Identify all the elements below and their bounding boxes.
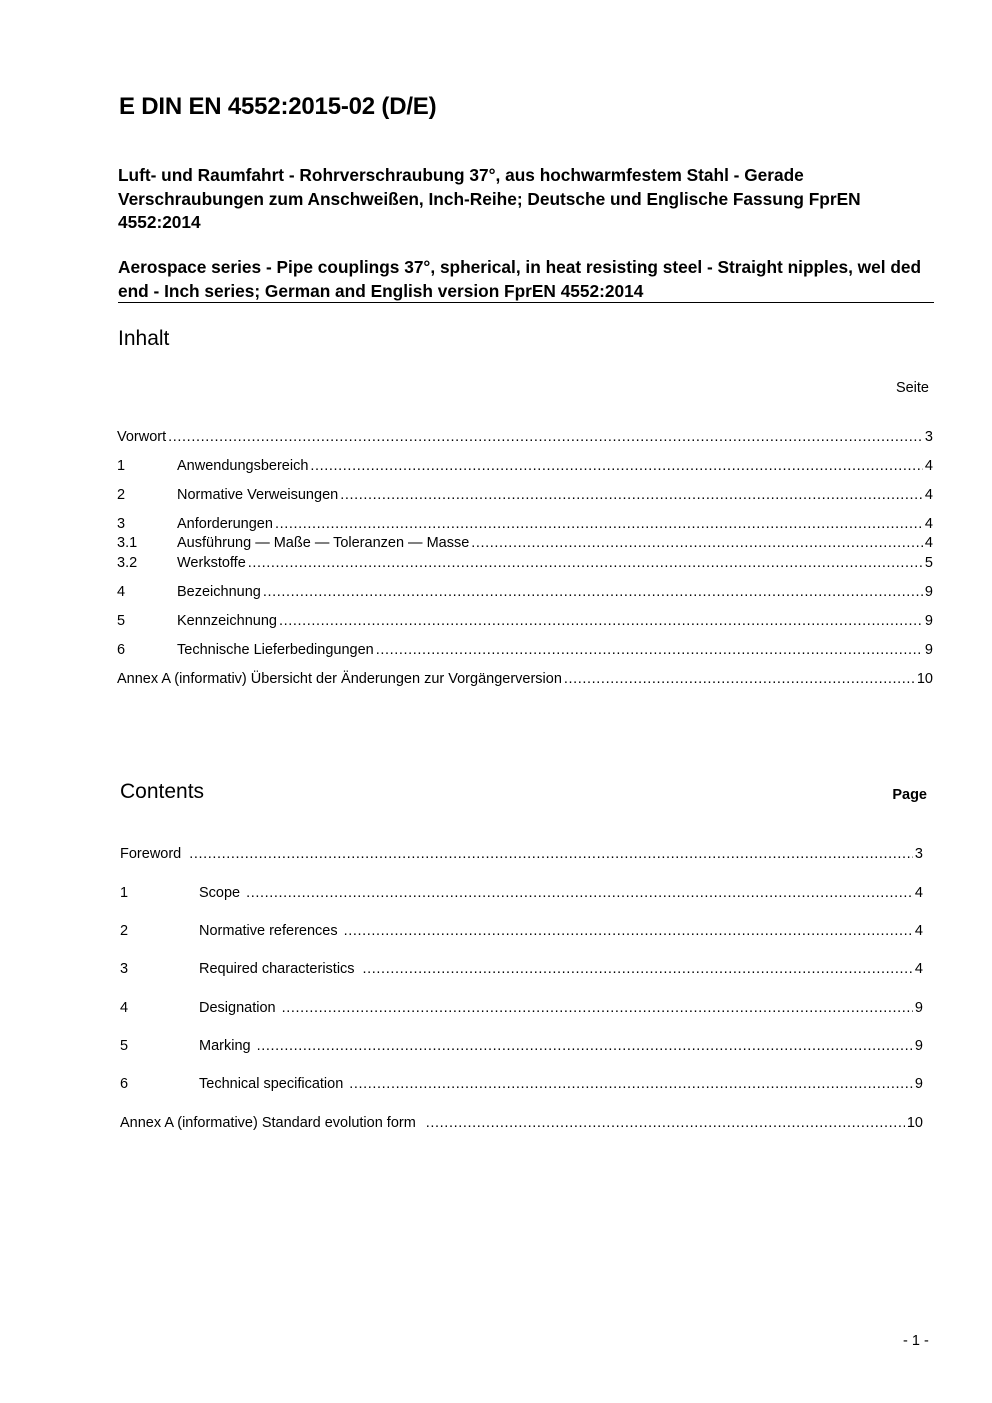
- toc-entry-page: 4: [924, 516, 933, 532]
- title-german: Luft- und Raumfahrt - Rohrverschraubung 37°, aus hochwarmfestem Stahl - Gerade Verschraubungen zum Anschweißen, Inch-Reihe; Deutsche und Englische Fassung FprEN 4552:2014: [118, 165, 861, 232]
- toc-entry-label: Scope: [199, 885, 241, 901]
- toc-entry-number: 6: [120, 1076, 129, 1092]
- toc-entry-scope[interactable]: [120, 884, 923, 902]
- page-number: - 1 -: [903, 1333, 929, 1349]
- toc-entry-label: Required characteristics: [199, 961, 355, 977]
- toc-entry-page: 3: [924, 429, 933, 445]
- toc-entry-number: 3: [120, 961, 129, 977]
- dot-leader: [310, 457, 923, 475]
- toc-entry-page: 5: [924, 555, 933, 571]
- toc-page-label-german: Seite: [895, 380, 929, 396]
- toc-entry-number: 4: [120, 1000, 129, 1016]
- toc-entry-page: 9: [924, 584, 933, 600]
- toc-entry-label: Technical specification: [199, 1076, 344, 1092]
- toc-entry-marking[interactable]: [120, 1037, 923, 1055]
- toc-entry-number: 3.2: [117, 555, 138, 571]
- dot-leader: [263, 583, 923, 601]
- dot-leader: [246, 884, 913, 902]
- dot-leader: [275, 515, 923, 533]
- toc-entry-page: 9: [914, 1038, 923, 1054]
- toc-entry-page: 4: [914, 923, 923, 939]
- title-english: Aerospace series - Pipe couplings 37°, spherical, in heat resisting steel - Straight nipples, wel ded end - Inch series; German and English version FprEN 4552:2014: [118, 257, 922, 301]
- toc-entry-annex-a[interactable]: [117, 670, 933, 688]
- toc-entry-number: 3: [117, 516, 126, 532]
- toc-entry-label: Vorwort: [117, 429, 167, 445]
- toc-entry-technical-specification[interactable]: [120, 1075, 923, 1093]
- dot-leader: [426, 1114, 905, 1132]
- dot-leader: [189, 845, 913, 863]
- toc-entry-label: Marking: [199, 1038, 251, 1054]
- dot-leader: [564, 670, 915, 688]
- toc-entry-ausfuehrung[interactable]: [117, 534, 933, 552]
- toc-entry-kennzeichnung[interactable]: [117, 612, 933, 630]
- toc-entry-number: 4: [117, 584, 126, 600]
- toc-entry-number: 1: [117, 458, 126, 474]
- dot-leader: [349, 1075, 913, 1093]
- dot-leader: [279, 612, 923, 630]
- toc-entry-page: 4: [924, 535, 933, 551]
- toc-entry-number: 3.1: [117, 535, 138, 551]
- toc-page-label-english: Page: [892, 787, 927, 803]
- toc-entry-label: Anwendungsbereich: [177, 458, 309, 474]
- toc-entry-number: 1: [120, 885, 129, 901]
- toc-entry-page: 4: [914, 961, 923, 977]
- dot-leader: [248, 554, 923, 572]
- toc-entry-label: Kennzeichnung: [177, 613, 277, 629]
- toc-entry-werkstoffe[interactable]: [117, 554, 933, 572]
- toc-entry-page: 9: [914, 1076, 923, 1092]
- toc-entry-label: Anforderungen: [177, 516, 273, 532]
- dot-leader: [376, 641, 923, 659]
- toc-entry-lieferbedingungen[interactable]: [117, 641, 933, 659]
- toc-entry-number: 6: [117, 642, 126, 658]
- toc-entry-page: 4: [924, 458, 933, 474]
- toc-entry-anforderungen[interactable]: [117, 515, 933, 533]
- toc-entry-label: Technische Lieferbedingungen: [177, 642, 374, 658]
- document-title: E DIN EN 4552:2015-02 (D/E): [119, 93, 437, 120]
- toc-entry-page: 9: [914, 1000, 923, 1016]
- toc-entry-required-characteristics[interactable]: [120, 960, 923, 978]
- toc-entry-number: 5: [120, 1038, 129, 1054]
- toc-entry-page: 10: [906, 1115, 923, 1131]
- toc-entry-label: Werkstoffe: [177, 555, 246, 571]
- toc-entry-label: Normative Verweisungen: [177, 487, 339, 503]
- toc-entry-page: 3: [914, 846, 923, 862]
- toc-entry-normative-references[interactable]: [120, 922, 923, 940]
- dot-leader: [168, 428, 923, 446]
- toc-entry-anwendungsbereich[interactable]: [117, 457, 933, 475]
- toc-entry-foreword[interactable]: [120, 845, 923, 863]
- toc-entry-label: Annex A (informativ) Übersicht der Änderungen zur Vorgängerversion: [117, 671, 562, 687]
- toc-heading-english: Contents: [120, 780, 205, 803]
- toc-entry-label: Bezeichnung: [177, 584, 261, 600]
- toc-entry-label: Ausführung — Maße — Toleranzen — Masse: [177, 535, 470, 551]
- toc-entry-designation[interactable]: [120, 999, 923, 1017]
- dot-leader: [282, 999, 913, 1017]
- dot-leader: [363, 960, 913, 978]
- dot-leader: [471, 534, 923, 552]
- toc-entry-page: 4: [914, 885, 923, 901]
- dot-leader: [344, 922, 913, 940]
- toc-entry-vorwort[interactable]: [117, 428, 933, 446]
- toc-entry-number: 2: [120, 923, 129, 939]
- toc-entry-annex-a-en[interactable]: [120, 1114, 923, 1132]
- toc-entry-label: Annex A (informative) Standard evolution form: [120, 1115, 416, 1131]
- toc-entry-page: 10: [916, 671, 933, 687]
- dot-leader: [257, 1037, 913, 1055]
- toc-entry-bezeichnung[interactable]: [117, 583, 933, 601]
- toc-entry-number: 2: [117, 487, 126, 503]
- title-underline: [118, 302, 934, 303]
- toc-entry-label: Designation: [199, 1000, 276, 1016]
- toc-entry-normative-verweisungen[interactable]: [117, 486, 933, 504]
- toc-entry-label: Foreword: [120, 846, 182, 862]
- toc-entry-page: 9: [924, 642, 933, 658]
- toc-entry-label: Normative references: [199, 923, 338, 939]
- toc-entry-number: 5: [117, 613, 126, 629]
- toc-entry-page: 4: [924, 487, 933, 503]
- dot-leader: [340, 486, 923, 504]
- toc-entry-page: 9: [924, 613, 933, 629]
- toc-heading-german: Inhalt: [118, 327, 170, 350]
